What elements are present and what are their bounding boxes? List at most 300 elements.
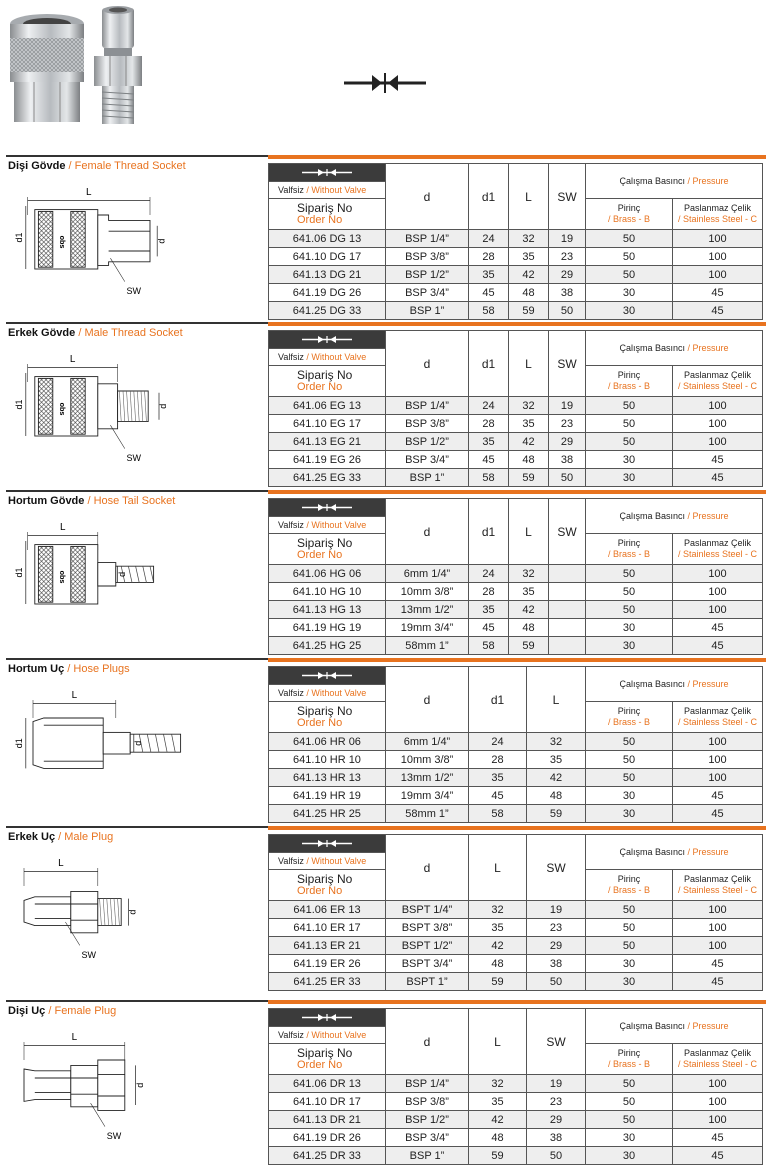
table-cell: 45: [469, 619, 509, 637]
order-no-header: Sipariş No Order No: [269, 534, 386, 565]
table-cell: 50: [586, 919, 673, 937]
table-cell: BSP 1”: [386, 302, 469, 320]
table-cell: 100: [673, 1093, 763, 1111]
table-cell: BSP 1”: [386, 469, 469, 487]
table-row: [269, 769, 763, 787]
column-header: SW: [527, 835, 586, 901]
valve-header: Valfsiz / Without Valve: [269, 1027, 386, 1044]
table-cell: 45: [673, 787, 763, 805]
table-cell: 45: [673, 302, 763, 320]
table-row: [269, 415, 763, 433]
table-cell: 30: [586, 787, 673, 805]
table-cell: 30: [586, 469, 673, 487]
steel-header: Paslanmaz Çelik / Stainless Steel - C: [673, 870, 763, 901]
dim-d-label: d: [156, 238, 167, 244]
table-cell: BSP 1”: [386, 1147, 469, 1165]
table-cell: 641.25 ER 33: [269, 973, 386, 991]
table-cell: 32: [509, 230, 549, 248]
table-cell: [549, 637, 586, 655]
table-cell: 45: [673, 619, 763, 637]
coupling-symbol-cell: [269, 331, 386, 349]
table-cell: 50: [527, 1147, 586, 1165]
pressure-header: Çalışma Basıncı / Pressure: [586, 499, 763, 534]
section-divider-accent: [268, 1000, 766, 1004]
table-cell: 30: [586, 805, 673, 823]
column-header: L: [509, 164, 549, 230]
table-cell: [549, 565, 586, 583]
table-cell: 59: [469, 1147, 527, 1165]
table-cell: 23: [527, 919, 586, 937]
dim-d-label: d: [158, 403, 169, 409]
table-cell: 641.06 ER 13: [269, 901, 386, 919]
section-divider: [6, 322, 268, 324]
section-title: Hortum Gövde / Hose Tail Socket: [8, 495, 176, 507]
table-cell: 641.13 EG 21: [269, 433, 386, 451]
section-title: Erkek Gövde / Male Thread Socket: [8, 327, 183, 339]
table-cell: 38: [549, 284, 586, 302]
table-cell: 641.10 ER 17: [269, 919, 386, 937]
steel-header: Paslanmaz Çelik / Stainless Steel - C: [673, 199, 763, 230]
technical-drawing: [4, 346, 260, 472]
table-row: [269, 284, 763, 302]
table-row: [269, 266, 763, 284]
table-cell: 48: [469, 1129, 527, 1147]
table-cell: 641.13 HG 13: [269, 601, 386, 619]
dim-d1-label: d1: [14, 399, 25, 410]
table-row: [269, 583, 763, 601]
table-cell: 59: [509, 469, 549, 487]
table-cell: 641.13 DR 21: [269, 1111, 386, 1129]
table-row: [269, 1111, 763, 1129]
column-header: d: [386, 331, 469, 397]
coupling-symbol-icon: [301, 168, 353, 177]
table-row: [269, 248, 763, 266]
brass-header: Pirinç / Brass - B: [586, 1044, 673, 1075]
steel-header: Paslanmaz Çelik / Stainless Steel - C: [673, 534, 763, 565]
table-cell: 45: [469, 787, 527, 805]
spec-table: [268, 666, 763, 823]
table-cell: 50: [586, 751, 673, 769]
table-cell: 45: [673, 1129, 763, 1147]
table-cell: 19: [527, 901, 586, 919]
table-cell: 45: [673, 284, 763, 302]
table-row: [269, 733, 763, 751]
section-divider: [6, 490, 268, 492]
table-cell: 30: [586, 973, 673, 991]
table-cell: 58: [469, 805, 527, 823]
table-cell: 48: [527, 787, 586, 805]
table-cell: 45: [673, 805, 763, 823]
valve-header: Valfsiz / Without Valve: [269, 349, 386, 366]
brand-mark: obs: [57, 235, 67, 249]
table-cell: [549, 619, 586, 637]
table-cell: 641.25 EG 33: [269, 469, 386, 487]
table-cell: 35: [469, 919, 527, 937]
table-row: [269, 619, 763, 637]
valve-header: Valfsiz / Without Valve: [269, 517, 386, 534]
coupling-symbol-cell: [269, 164, 386, 182]
table-cell: BSP 3/8”: [386, 248, 469, 266]
column-header: L: [469, 1009, 527, 1075]
table-cell: 42: [527, 769, 586, 787]
table-cell: 641.19 ER 26: [269, 955, 386, 973]
table-row: [269, 901, 763, 919]
table-cell: 42: [509, 601, 549, 619]
table-cell: 58mm 1”: [386, 805, 469, 823]
section-title: Dişi Gövde / Female Thread Socket: [8, 160, 186, 172]
table-cell: 641.19 DR 26: [269, 1129, 386, 1147]
table-row: [269, 469, 763, 487]
table-cell: 100: [673, 397, 763, 415]
table-row: [269, 1075, 763, 1093]
dim-L-label: L: [71, 690, 78, 702]
male-plug-photo: [90, 4, 146, 130]
table-cell: 13mm 1/2”: [386, 769, 469, 787]
dim-SW-label: SW: [106, 1131, 122, 1142]
dim-L-label: L: [71, 1032, 78, 1044]
column-header: L: [527, 667, 586, 733]
table-cell: 100: [673, 415, 763, 433]
table-cell: 100: [673, 583, 763, 601]
table-row: [269, 1129, 763, 1147]
table-cell: 100: [673, 565, 763, 583]
section-divider-accent: [268, 826, 766, 830]
table-cell: 24: [469, 397, 509, 415]
table-cell: 50: [549, 302, 586, 320]
table-cell: 28: [469, 751, 527, 769]
table-row: [269, 433, 763, 451]
dim-L-label: L: [58, 858, 64, 870]
coupling-symbol-cell: [269, 1009, 386, 1027]
column-header: d: [386, 667, 469, 733]
dim-d-label: d: [134, 1082, 145, 1088]
table-row: [269, 565, 763, 583]
table-cell: 45: [673, 955, 763, 973]
table-cell: 35: [469, 769, 527, 787]
table-cell: 30: [586, 637, 673, 655]
table-cell: 30: [586, 1129, 673, 1147]
table-cell: 35: [527, 751, 586, 769]
column-header: SW: [527, 1009, 586, 1075]
table-cell: 32: [469, 901, 527, 919]
table-cell: 10mm 3/8”: [386, 751, 469, 769]
column-header: d1: [469, 164, 509, 230]
table-cell: 100: [673, 919, 763, 937]
table-cell: 50: [586, 901, 673, 919]
order-no-header: Sipariş No Order No: [269, 702, 386, 733]
table-cell: 6mm 1/4”: [386, 733, 469, 751]
table-cell: 48: [509, 619, 549, 637]
table-cell: 30: [586, 284, 673, 302]
order-no-header: Sipariş No Order No: [269, 366, 386, 397]
brand-mark: obs: [57, 402, 67, 416]
table-cell: 30: [586, 1147, 673, 1165]
table-cell: 641.25 DR 33: [269, 1147, 386, 1165]
section-divider: [6, 826, 268, 828]
table-cell: 38: [527, 955, 586, 973]
table-row: [269, 973, 763, 991]
table-cell: 641.06 DG 13: [269, 230, 386, 248]
table-cell: 100: [673, 769, 763, 787]
steel-header: Paslanmaz Çelik / Stainless Steel - C: [673, 366, 763, 397]
table-row: [269, 1093, 763, 1111]
valve-header: Valfsiz / Without Valve: [269, 182, 386, 199]
table-cell: 641.06 EG 13: [269, 397, 386, 415]
table-cell: 641.19 DG 26: [269, 284, 386, 302]
table-cell: 29: [527, 1111, 586, 1129]
table-cell: 641.06 HR 06: [269, 733, 386, 751]
table-row: [269, 601, 763, 619]
section-divider: [6, 658, 268, 660]
table-row: [269, 637, 763, 655]
coupling-symbol-icon: [301, 503, 353, 512]
steel-header: Paslanmaz Çelik / Stainless Steel - C: [673, 702, 763, 733]
table-cell: 30: [586, 955, 673, 973]
section-title: Erkek Uç / Male Plug: [8, 831, 114, 843]
table-cell: BSP 3/8”: [386, 1093, 469, 1111]
table-cell: BSPT 3/4”: [386, 955, 469, 973]
technical-drawing: [4, 682, 260, 808]
spec-table: [268, 498, 763, 655]
table-cell: 50: [586, 266, 673, 284]
table-cell: 30: [586, 619, 673, 637]
coupling-symbol-cell: [269, 667, 386, 685]
table-cell: 42: [509, 433, 549, 451]
table-cell: 641.25 DG 33: [269, 302, 386, 320]
table-row: [269, 230, 763, 248]
table-cell: [549, 601, 586, 619]
table-cell: 28: [469, 583, 509, 601]
technical-drawing: [4, 514, 260, 640]
table-row: [269, 451, 763, 469]
section-divider: [6, 155, 268, 157]
table-cell: 641.06 DR 13: [269, 1075, 386, 1093]
brass-header: Pirinç / Brass - B: [586, 199, 673, 230]
column-header: d1: [469, 331, 509, 397]
table-cell: 24: [469, 565, 509, 583]
pressure-header: Çalışma Basıncı / Pressure: [586, 331, 763, 366]
table-cell: 50: [586, 433, 673, 451]
table-cell: BSP 3/4”: [386, 1129, 469, 1147]
table-cell: 35: [509, 583, 549, 601]
spec-table: [268, 330, 763, 487]
section-divider: [6, 1000, 268, 1002]
column-header: d1: [469, 667, 527, 733]
column-header: SW: [549, 499, 586, 565]
coupling-symbol-icon: [301, 839, 353, 848]
dim-d1-label: d1: [14, 232, 25, 243]
technical-drawing: [4, 179, 260, 305]
table-cell: 45: [469, 284, 509, 302]
table-row: [269, 1147, 763, 1165]
spec-table: [268, 1008, 763, 1165]
table-cell: 24: [469, 733, 527, 751]
table-cell: 19: [549, 230, 586, 248]
table-cell: 48: [509, 284, 549, 302]
table-cell: 100: [673, 1111, 763, 1129]
table-cell: 45: [469, 451, 509, 469]
table-cell: 641.13 ER 21: [269, 937, 386, 955]
table-cell: 35: [469, 266, 509, 284]
table-cell: 58: [469, 302, 509, 320]
dim-SW-label: SW: [126, 453, 142, 464]
table-cell: 48: [469, 955, 527, 973]
table-cell: 100: [673, 937, 763, 955]
table-cell: 23: [527, 1093, 586, 1111]
table-cell: 50: [586, 583, 673, 601]
brass-header: Pirinç / Brass - B: [586, 366, 673, 397]
table-cell: 641.06 HG 06: [269, 565, 386, 583]
coupling-symbol-icon: [301, 671, 353, 680]
table-cell: BSPT 1/2”: [386, 937, 469, 955]
table-cell: 100: [673, 901, 763, 919]
product-header: [0, 0, 766, 150]
pressure-header: Çalışma Basıncı / Pressure: [586, 1009, 763, 1044]
table-cell: 35: [469, 601, 509, 619]
brass-header: Pirinç / Brass - B: [586, 870, 673, 901]
table-cell: 30: [586, 451, 673, 469]
table-cell: BSP 3/4”: [386, 451, 469, 469]
table-cell: 19mm 3/4”: [386, 787, 469, 805]
table-cell: 50: [586, 601, 673, 619]
column-header: SW: [549, 164, 586, 230]
dim-d1-label: d1: [14, 738, 25, 749]
table-cell: 45: [673, 469, 763, 487]
table-cell: 641.19 HG 19: [269, 619, 386, 637]
section-divider-accent: [268, 658, 766, 662]
table-cell: BSPT 1/4”: [386, 901, 469, 919]
table-cell: BSPT 3/8”: [386, 919, 469, 937]
technical-drawing: [4, 850, 260, 976]
table-cell: 58: [469, 469, 509, 487]
brass-header: Pirinç / Brass - B: [586, 534, 673, 565]
table-cell: BSPT 1”: [386, 973, 469, 991]
table-cell: 641.25 HR 25: [269, 805, 386, 823]
coupling-symbol-icon: [301, 335, 353, 344]
table-cell: 100: [673, 601, 763, 619]
table-cell: 24: [469, 230, 509, 248]
table-cell: 100: [673, 230, 763, 248]
column-header: d: [386, 1009, 469, 1075]
column-header: SW: [549, 331, 586, 397]
coupling-symbol-icon: [301, 1013, 353, 1022]
column-header: d: [386, 499, 469, 565]
table-cell: 50: [527, 973, 586, 991]
dim-L-label: L: [59, 522, 66, 534]
table-cell: 45: [673, 637, 763, 655]
table-cell: 42: [469, 937, 527, 955]
table-cell: BSP 1/4”: [386, 1075, 469, 1093]
table-cell: 38: [527, 1129, 586, 1147]
table-cell: 100: [673, 751, 763, 769]
table-cell: 42: [509, 266, 549, 284]
table-cell: BSP 3/8”: [386, 415, 469, 433]
table-cell: 641.25 HG 25: [269, 637, 386, 655]
table-cell: 10mm 3/8”: [386, 583, 469, 601]
table-cell: 38: [549, 451, 586, 469]
table-cell: 35: [509, 415, 549, 433]
table-cell: 30: [586, 302, 673, 320]
table-row: [269, 937, 763, 955]
valve-header: Valfsiz / Without Valve: [269, 853, 386, 870]
dim-d-label: d: [133, 740, 143, 746]
table-cell: 641.13 HR 13: [269, 769, 386, 787]
table-row: [269, 787, 763, 805]
table-cell: 50: [586, 769, 673, 787]
table-cell: 48: [509, 451, 549, 469]
table-cell: 641.10 DR 17: [269, 1093, 386, 1111]
table-cell: 50: [586, 248, 673, 266]
table-cell: 19mm 3/4”: [386, 619, 469, 637]
table-cell: 28: [469, 415, 509, 433]
order-no-header: Sipariş No Order No: [269, 1044, 386, 1075]
dim-d1-label: d1: [14, 567, 25, 578]
order-no-header: Sipariş No Order No: [269, 870, 386, 901]
table-cell: 59: [527, 805, 586, 823]
table-row: [269, 955, 763, 973]
table-cell: 45: [673, 451, 763, 469]
table-cell: 100: [673, 248, 763, 266]
table-cell: 641.13 DG 21: [269, 266, 386, 284]
table-cell: BSP 1/2”: [386, 433, 469, 451]
brand-mark: obs: [57, 570, 67, 584]
table-cell: 45: [673, 973, 763, 991]
table-cell: 32: [509, 397, 549, 415]
table-cell: 23: [549, 415, 586, 433]
table-cell: BSP 1/2”: [386, 1111, 469, 1129]
table-cell: 50: [586, 937, 673, 955]
column-header: d: [386, 164, 469, 230]
table-cell: 641.19 EG 26: [269, 451, 386, 469]
pressure-header: Çalışma Basıncı / Pressure: [586, 164, 763, 199]
dim-SW-label: SW: [126, 286, 142, 297]
dim-L-label: L: [69, 354, 76, 366]
pressure-header: Çalışma Basıncı / Pressure: [586, 667, 763, 702]
table-cell: 50: [586, 1111, 673, 1129]
coupling-symbol-icon: [342, 68, 428, 98]
column-header: d: [386, 835, 469, 901]
table-cell: BSP 1/4”: [386, 230, 469, 248]
table-cell: 19: [527, 1075, 586, 1093]
table-cell: 29: [527, 937, 586, 955]
table-row: [269, 397, 763, 415]
dim-SW-label: SW: [81, 950, 97, 960]
section-title: Dişi Uç / Female Plug: [8, 1005, 117, 1017]
table-cell: BSP 1/2”: [386, 266, 469, 284]
table-cell: 100: [673, 266, 763, 284]
table-cell: 50: [586, 565, 673, 583]
table-cell: 35: [509, 248, 549, 266]
table-cell: 50: [586, 1093, 673, 1111]
table-cell: 28: [469, 248, 509, 266]
table-cell: 59: [509, 637, 549, 655]
table-cell: 50: [586, 733, 673, 751]
valve-header: Valfsiz / Without Valve: [269, 685, 386, 702]
table-cell: 641.10 EG 17: [269, 415, 386, 433]
section-title: Hortum Uç / Hose Plugs: [8, 663, 130, 675]
table-cell: 45: [673, 1147, 763, 1165]
spec-table: [268, 163, 763, 320]
table-cell: 641.10 HG 10: [269, 583, 386, 601]
table-cell: BSP 1/4”: [386, 397, 469, 415]
table-row: [269, 302, 763, 320]
table-cell: 100: [673, 433, 763, 451]
table-cell: 641.10 HR 10: [269, 751, 386, 769]
table-cell: 58mm 1”: [386, 637, 469, 655]
table-cell: BSP 3/4”: [386, 284, 469, 302]
column-header: L: [509, 499, 549, 565]
table-row: [269, 805, 763, 823]
